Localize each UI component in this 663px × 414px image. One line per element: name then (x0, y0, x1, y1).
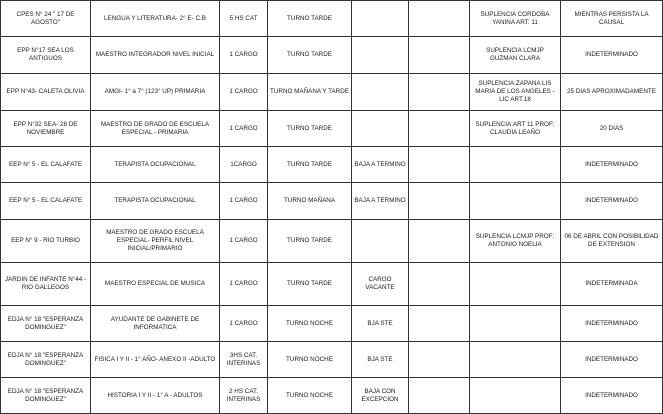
status-cell (352, 111, 409, 147)
blank-cell (409, 111, 470, 147)
shift-cell: TURNO TARDE (268, 147, 352, 183)
load-cell: 1 CARGO (220, 183, 268, 220)
table-row (1, 306, 663, 342)
duration-cell: INDETERMINADO (561, 147, 663, 183)
position-cell: MAESTRO DE GRADO ESCUELA ESPECIAL- PERFIL NIVEL INICIAL/PRIMARIO (91, 220, 220, 263)
school-cell: JARDIN DE INFANTE N°44 - RIO GALLEGOS (1, 263, 91, 306)
duration-cell: INDETERMINADO (561, 378, 663, 414)
position-cell: TERAPISTA OCUPACIONAL (91, 183, 220, 220)
reason-cell: SUPLENCIA LCMJP PROF: ANTONIO NOELIA (470, 220, 561, 263)
position-cell: MAESTRO DE GRADO DE ESCUELA ESPECIAL - PRIMARIA (91, 111, 220, 147)
reason-cell: SUPLENCIA:ZAPANA LIS MARIA DE LOS ANGELES - LIC ART.18 (470, 74, 561, 111)
position-cell: AMGI- 1° a 7° (123° UP) PRIMARIA (91, 74, 220, 111)
duration-cell: 20 DIAS (561, 111, 663, 147)
table-row (1, 37, 663, 74)
table-row (1, 378, 663, 414)
blank-cell (409, 378, 470, 414)
table-row (1, 1, 663, 37)
shift-cell: TURNO NOCHE (268, 378, 352, 414)
reason-cell: SUPLENCIA:ART 11 PROF: CLAUDIA LEAÑO (470, 111, 561, 147)
load-cell: 1 CARGO (220, 306, 268, 342)
duration-cell: 25 DIAS APROXIMADAMENTE (561, 74, 663, 111)
table-row (1, 74, 663, 111)
school-cell: CPES N° 24 " 17 DE AGOSTO" (1, 1, 91, 37)
reason-cell: SUPLENCIA CORDOBA YANINA ART: 11 (470, 1, 561, 37)
reason-cell (470, 306, 561, 342)
table-row (1, 263, 663, 306)
duration-cell: INDETERMINADO (561, 183, 663, 220)
shift-cell: TURNO TARDE (268, 263, 352, 306)
table-row (1, 342, 663, 378)
status-cell: BJA STE (352, 342, 409, 378)
duration-cell: INDETERMINADA (561, 263, 663, 306)
school-cell: EPP N°32 SEA- 28 DE NOVIEMBRE (1, 111, 91, 147)
blank-cell (409, 1, 470, 37)
school-cell: EEP N° 9 - RIO TURBIO (1, 220, 91, 263)
blank-cell (409, 147, 470, 183)
shift-cell: TURNO MAÑANA Y TARDE (268, 74, 352, 111)
position-cell: FISICA I Y II - 1° AÑO- ANEXO II -ADULTO (91, 342, 220, 378)
duration-cell: INDETERMINADO (561, 306, 663, 342)
position-cell: TERAPISTA OCUPACIONAL (91, 147, 220, 183)
school-cell: EEP N° 5 - EL CALAFATE (1, 147, 91, 183)
reason-cell (470, 263, 561, 306)
school-cell: EPP N°43- CALETA OLIVIA (1, 74, 91, 111)
blank-cell (409, 342, 470, 378)
status-cell: CARGO VACANTE (352, 263, 409, 306)
shift-cell: TURNO TARDE (268, 111, 352, 147)
status-cell: BJA STE (352, 306, 409, 342)
table-row (1, 183, 663, 220)
school-cell: EDJA N° 18 "ESPERANZA DOMINGUEZ" (1, 378, 91, 414)
position-cell: MAESTRO INTEGRADOR NIVEL INICIAL (91, 37, 220, 74)
status-cell (352, 1, 409, 37)
blank-cell (409, 37, 470, 74)
reason-cell (470, 147, 561, 183)
status-cell: BAJA CON EXCEPCION (352, 378, 409, 414)
status-cell (352, 37, 409, 74)
load-cell: 1 CARGO (220, 263, 268, 306)
status-cell: BAJA A TERMINO (352, 183, 409, 220)
shift-cell: TURNO MAÑANA (268, 183, 352, 220)
position-cell: HISTORIA I Y II - 1° A - ADULTOS (91, 378, 220, 414)
table-row (1, 111, 663, 147)
status-cell (352, 74, 409, 111)
duration-cell: INDETERMINADO (561, 37, 663, 74)
load-cell: 1 CARGO (220, 74, 268, 111)
table-row (1, 220, 663, 263)
school-cell: EDJA N° 18 "ESPERANZA DOMINGUEZ" (1, 306, 91, 342)
reason-cell (470, 378, 561, 414)
blank-cell (409, 74, 470, 111)
position-cell: LENGUA Y LITERATURA- 2° E- C.B (91, 1, 220, 37)
load-cell: 1 CARGO (220, 37, 268, 74)
shift-cell: TURNO NOCHE (268, 306, 352, 342)
shift-cell: TURNO TARDE (268, 37, 352, 74)
reason-cell (470, 342, 561, 378)
table-body (1, 1, 663, 414)
blank-cell (409, 220, 470, 263)
position-cell: AYUDANTE DE GABINETE DE INFORMATICA (91, 306, 220, 342)
shift-cell: TURNO TARDE (268, 220, 352, 263)
position-cell: MAESTRO ESPECIAL DE MUSICA (91, 263, 220, 306)
duration-cell: MIENTRAS PERSISTA LA CAUSAL (561, 1, 663, 37)
reason-cell (470, 183, 561, 220)
shift-cell: TURNO TARDE (268, 1, 352, 37)
school-cell: EEP N° 5 - EL CALAFATE (1, 183, 91, 220)
reason-cell: SUPLENCIA LCMJP GUZMAN CLARA (470, 37, 561, 74)
load-cell: 1 CARGO (220, 220, 268, 263)
school-cell: EDJA N° 18 "ESPERANZA DOMINGUEZ" (1, 342, 91, 378)
duration-cell: INDETERMINADO (561, 342, 663, 378)
load-cell: 2 HS CAT. INTERINAS (220, 378, 268, 414)
blank-cell (409, 306, 470, 342)
load-cell: 1 CARGO (220, 111, 268, 147)
shift-cell: TURNO NOCHE (268, 342, 352, 378)
blank-cell (409, 263, 470, 306)
blank-cell (409, 183, 470, 220)
school-cell: EPP N°17 SEA LOS ANTIGUOS (1, 37, 91, 74)
status-cell: BAJA A TERMINO (352, 147, 409, 183)
duration-cell: 06 DE ABRIL CON POSIBILIDAD DE EXTENSION (561, 220, 663, 263)
load-cell: 1CARGO (220, 147, 268, 183)
load-cell: 3HS CAT. INTERINAS (220, 342, 268, 378)
status-cell (352, 220, 409, 263)
load-cell: 5 HS CAT (220, 1, 268, 37)
table-row (1, 147, 663, 183)
